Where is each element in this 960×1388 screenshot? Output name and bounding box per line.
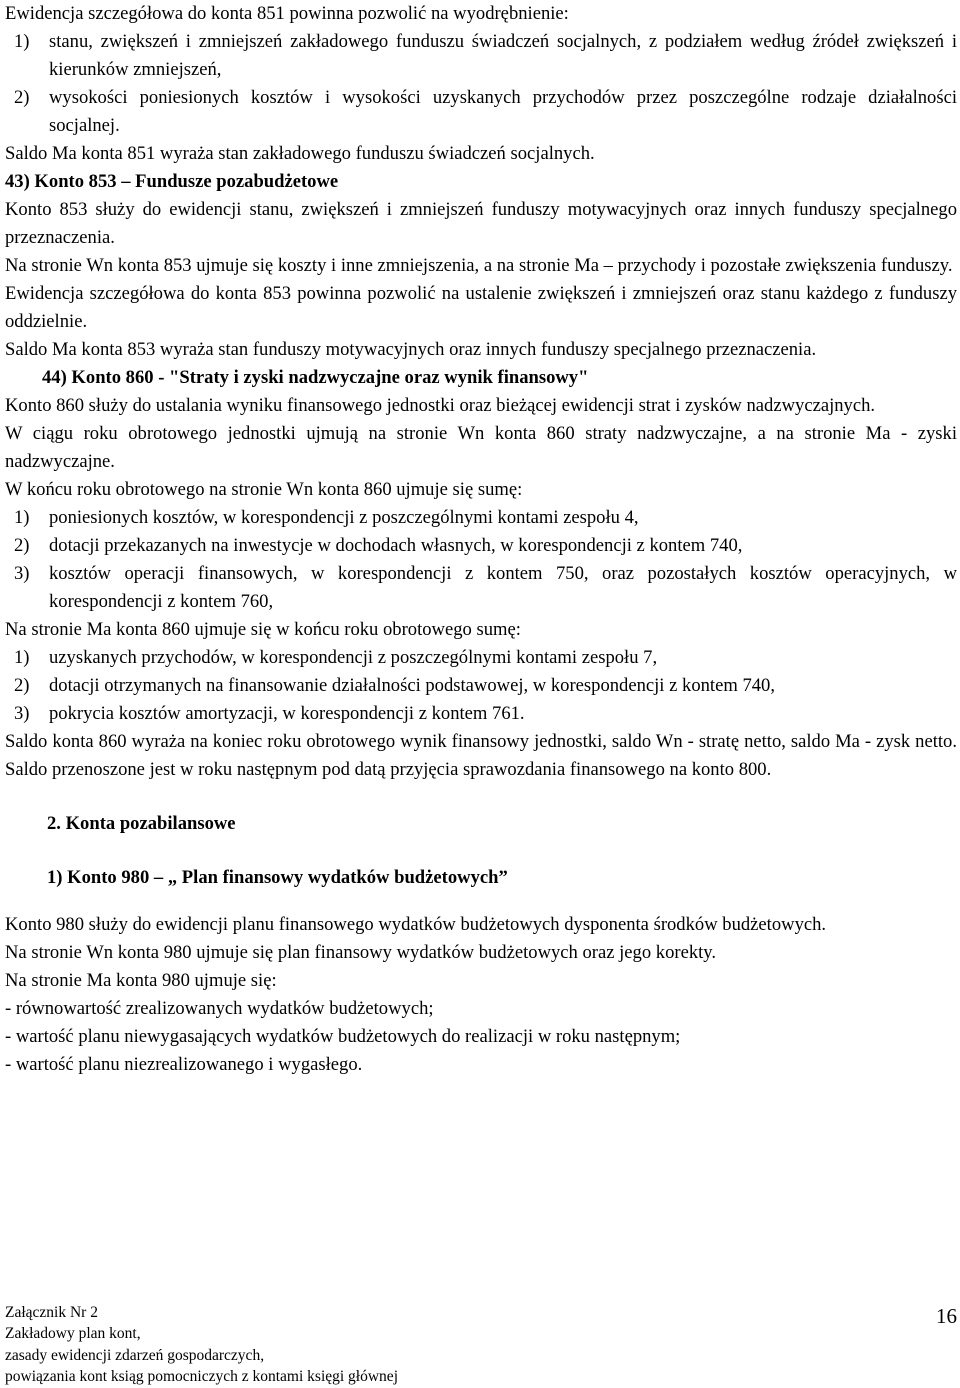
list-number: 1) <box>14 507 30 528</box>
heading-konto-853: 43) Konto 853 – Fundusze pozabudżetowe <box>5 171 339 192</box>
list-item <box>5 672 957 700</box>
list-text: dotacji otrzymanych na finansowanie działalności podstawowej, w korespondencji z kontem 740, <box>49 675 775 696</box>
footer-line: zasady ewidencji zdarzeń gospodarczych, <box>5 1346 265 1364</box>
list-text: dotacji przekazanych na inwestycje w dochodach własnych, w korespondencji z kontem 740, <box>49 535 743 556</box>
list-number: 3) <box>14 703 30 724</box>
paragraph: Konto 853 służy do ewidencji stanu, zwiększeń i zmniejszeń funduszy motywacyjnych oraz innych funduszy specjalnego przeznaczenia. <box>5 199 957 248</box>
paragraph: Konto 860 służy do ustalania wyniku finansowego jednostki oraz bieżącej ewidencji strat i zysków nadzwyczajnych. <box>5 395 876 416</box>
list-text: uzyskanych przychodów, w korespondencji z poszczególnymi kontami zespołu 7, <box>49 647 658 668</box>
list-item <box>5 28 957 84</box>
page-footer <box>5 1302 957 1388</box>
paragraph: Na stronie Wn konta 853 ujmuje się koszty i inne zmniejszenia, a na stronie Ma – przychody i pozostałe zwiększenia funduszy. <box>5 255 953 276</box>
paragraph: Na stronie Ma konta 980 ujmuje się: <box>5 969 277 991</box>
list-number: 1) <box>14 31 30 52</box>
list-text: stanu, zwiększeń i zmniejszeń zakładowego funduszu świadczeń socjalnych, z podziałem według źródeł zwiększeń i kierunków zmniejszeń, <box>49 31 957 80</box>
dash-item: - wartość planu niezrealizowanego i wygasłego. <box>5 1053 363 1075</box>
list-number: 3) <box>14 563 30 584</box>
paragraph: Na stronie Ma konta 860 ujmuje się w końcu roku obrotowego sumę: <box>5 619 521 640</box>
footer-line: Załącznik Nr 2 <box>5 1304 98 1321</box>
list-item <box>5 504 957 532</box>
list-number: 2) <box>14 87 30 108</box>
list-text: wysokości poniesionych kosztów i wysokości uzyskanych przychodów przez poszczególne rodzaje działalności socjalnej. <box>49 87 957 136</box>
list-item <box>5 532 957 560</box>
list-text: kosztów operacji finansowych, w korespondencji z kontem 750, oraz pozostałych kosztów operacyjnych, w korespondencji z kontem 760, <box>49 563 957 612</box>
dash-item: - równowartość zrealizowanych wydatków budżetowych; <box>5 997 434 1019</box>
list-number: 2) <box>14 675 30 696</box>
list-item <box>5 560 957 616</box>
page-number: 16 <box>936 1304 957 1328</box>
list-text: poniesionych kosztów, w korespondencji z poszczególnymi kontami zespołu 4, <box>49 507 639 528</box>
list-item <box>5 700 957 728</box>
list-item <box>5 644 957 672</box>
list-number: 1) <box>14 647 30 668</box>
list-text: pokrycia kosztów amortyzacji, w korespondencji z kontem 761. <box>49 703 525 724</box>
paragraph: Konto 980 służy do ewidencji planu finansowego wydatków budżetowych dysponenta środków budżetowych. <box>5 913 827 935</box>
list-item <box>5 84 957 140</box>
heading-konto-860: 44) Konto 860 - "Straty i zyski nadzwyczajne oraz wynik finansowy" <box>42 367 589 388</box>
document-page <box>5 0 957 1388</box>
paragraph: Saldo Ma konta 851 wyraża stan zakładowego funduszu świadczeń socjalnych. <box>5 143 595 164</box>
list-number: 2) <box>14 535 30 556</box>
paragraph: W ciągu roku obrotowego jednostki ujmują na stronie Wn konta 860 straty nadzwyczajne, a na stronie Ma - zyski nadzwyczajne. <box>5 423 957 472</box>
paragraph: Saldo Ma konta 853 wyraża stan funduszy motywacyjnych oraz innych funduszy specjalnego przeznaczenia. <box>5 339 817 360</box>
section-heading-konta-pozabilansowe: 2. Konta pozabilansowe <box>47 813 236 834</box>
dash-item: - wartość planu niewygasających wydatków budżetowych do realizacji w roku następnym; <box>5 1025 681 1047</box>
heading-konto-980: 1) Konto 980 – „ Plan finansowy wydatków budżetowych” <box>47 867 508 888</box>
paragraph: Ewidencja szczegółowa do konta 851 powinna pozwolić na wyodrębnienie: <box>5 3 569 24</box>
paragraph: Saldo konta 860 wyraża na koniec roku obrotowego wynik finansowy jednostki, saldo Wn - stratę netto, saldo Ma - zysk netto. Saldo przenoszone jest w roku następnym pod datą przyjęcia sprawozdania finansowego na konto 800. <box>5 731 957 780</box>
footer-line: powiązania kont ksiąg pomocniczych z kontami księgi głównej <box>5 1367 398 1385</box>
footer-line: Zakładowy plan kont, <box>5 1325 141 1343</box>
paragraph: Na stronie Wn konta 980 ujmuje się plan finansowy wydatków budżetowych oraz jego korekty. <box>5 941 717 963</box>
paragraph: Ewidencja szczegółowa do konta 853 powinna pozwolić na ustalenie zwiększeń i zmniejszeń oraz stanu każdego z funduszy oddzielnie. <box>5 283 957 332</box>
paragraph: W końcu roku obrotowego na stronie Wn konta 860 ujmuje się sumę: <box>5 479 523 500</box>
